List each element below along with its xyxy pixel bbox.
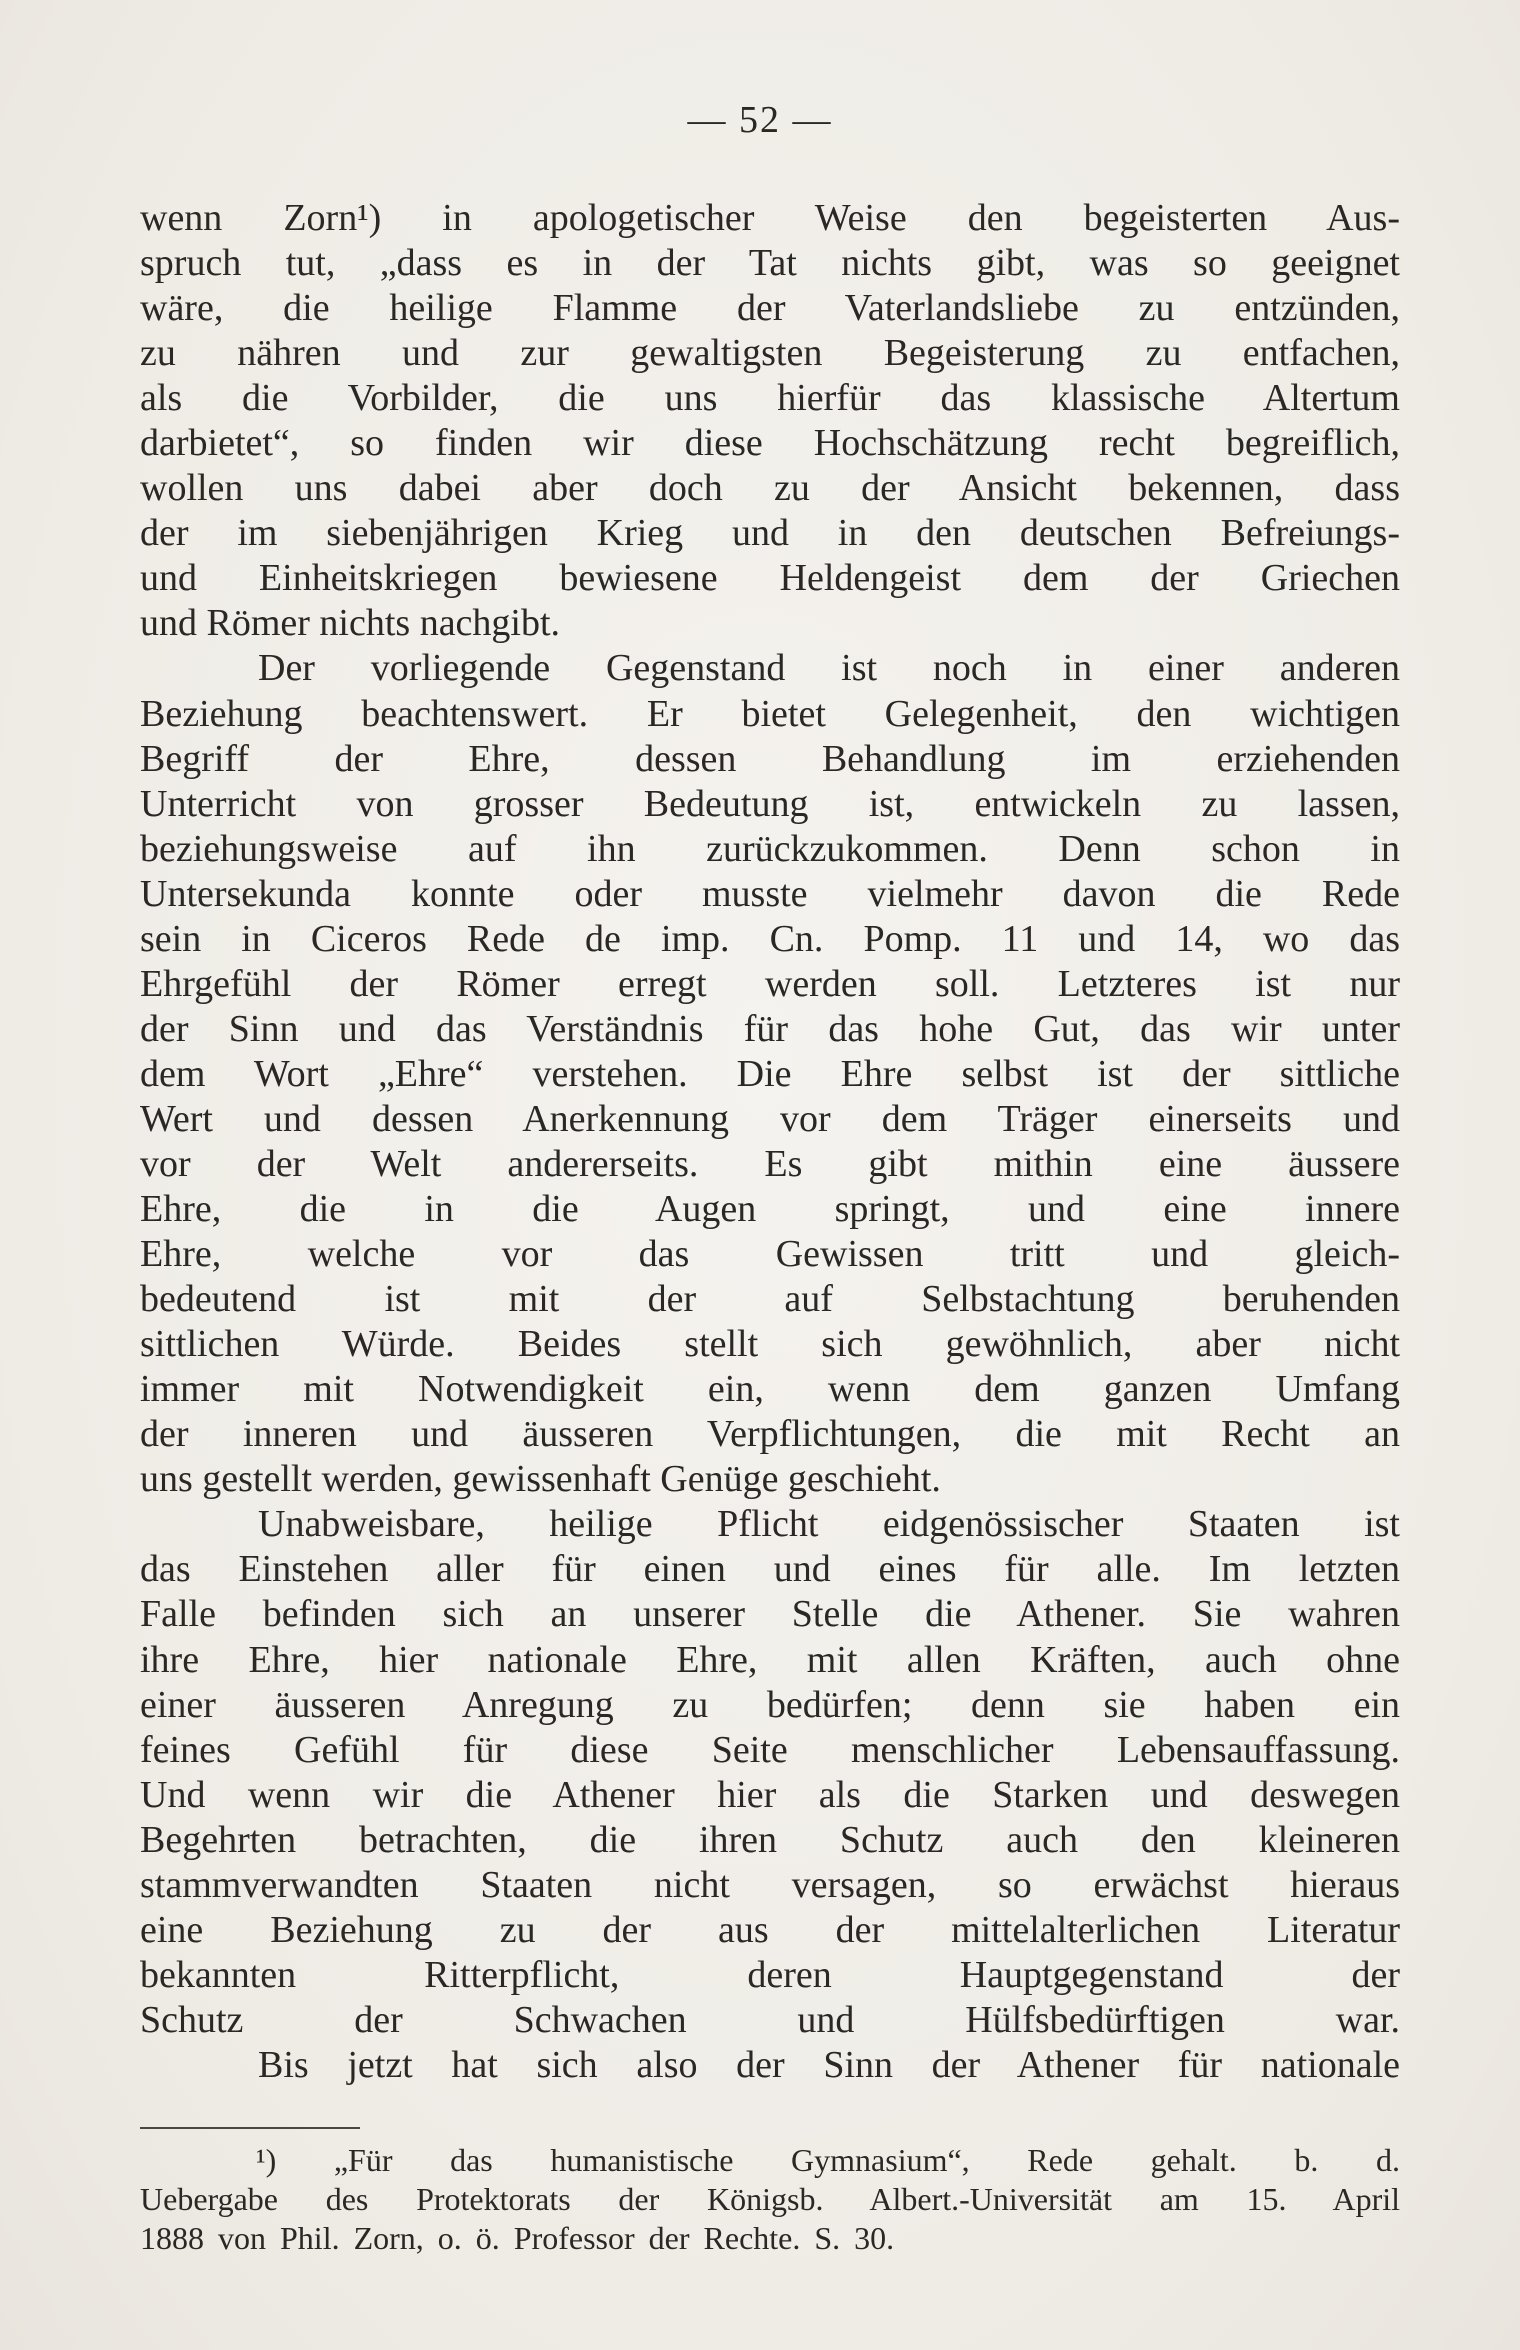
text-line: dem Wort „Ehre“ verstehen. Die Ehre selbst ist der sittliche: [140, 1052, 1400, 1095]
text-line: wäre, die heilige Flamme der Vaterlandsliebe zu entzünden,: [140, 287, 1400, 330]
text-line: Ehre, die in die Augen springt, und eine innere: [140, 1188, 1400, 1231]
text-line: der im siebenjährigen Krieg und in den deutschen Befreiungs-: [140, 512, 1400, 555]
text-line: zu nähren und zur gewaltigsten Begeisterung zu entfachen,: [140, 332, 1400, 375]
footnote: [140, 2141, 1400, 2258]
text-line: sittlichen Würde. Beides stellt sich gewöhnlich, aber nicht: [140, 1323, 1400, 1366]
text-line: einer äusseren Anregung zu bedürfen; denn sie haben ein: [140, 1683, 1400, 1726]
text-line: der inneren und äusseren Verpflichtungen, die mit Recht an: [140, 1413, 1400, 1456]
text-line: feines Gefühl für diese Seite menschlicher Lebensauffassung.: [140, 1728, 1400, 1771]
text-line: sein in Ciceros Rede de imp. Cn. Pomp. 11 und 14, wo das: [140, 917, 1400, 960]
text-line: Wert und dessen Anerkennung vor dem Träger einerseits und: [140, 1097, 1400, 1140]
text-line: Schutz der Schwachen und Hülfsbedürftigen war.: [140, 1998, 1400, 2041]
text-line: immer mit Notwendigkeit ein, wenn dem ganzen Umfang: [140, 1368, 1400, 1411]
text-line: Und wenn wir die Athener hier als die Starken und deswegen: [140, 1773, 1400, 1816]
text-line: Begehrten betrachten, die ihren Schutz auch den kleineren: [140, 1818, 1400, 1861]
text-line: wollen uns dabei aber doch zu der Ansicht bekennen, dass: [140, 467, 1400, 510]
text-line: ihre Ehre, hier nationale Ehre, mit allen Kräften, auch ohne: [140, 1638, 1400, 1681]
text-line: Begriff der Ehre, dessen Behandlung im erziehenden: [140, 737, 1400, 780]
text-line: und Einheitskriegen bewiesene Heldengeist dem der Griechen: [140, 557, 1400, 600]
text-line: wenn Zorn¹) in apologetischer Weise den begeisterten Aus-: [140, 197, 1400, 239]
text-line: bekannten Ritterpflicht, deren Hauptgegenstand der: [140, 1953, 1400, 1996]
text-line: uns gestellt werden, gewissenhaft Genüge geschieht.: [140, 1458, 941, 1501]
text-line: Falle befinden sich an unserer Stelle die Athener. Sie wahren: [140, 1593, 1400, 1636]
text-line: bedeutend ist mit der auf Selbstachtung beruhenden: [140, 1278, 1400, 1321]
text-line: der Sinn und das Verständnis für das hohe Gut, das wir unter: [140, 1007, 1400, 1050]
text-line: Unterricht von grosser Bedeutung ist, entwickeln zu lassen,: [140, 782, 1400, 825]
text-line: Ehre, welche vor das Gewissen tritt und gleich-: [140, 1233, 1400, 1276]
text-line: Untersekunda konnte oder musste vielmehr davon die Rede: [140, 872, 1400, 915]
footnote-line: ¹) „Für das humanistische Gymnasium“, Rede gehalt. b. d.: [256, 2142, 1400, 2178]
page-number: — 52 —: [687, 99, 833, 141]
text-line: als die Vorbilder, die uns hierfür das klassische Altertum: [140, 377, 1400, 420]
footnote-line: 1888 von Phil. Zorn, o. ö. Professor der Rechte. S. 30.: [140, 2220, 895, 2256]
body-text: [140, 196, 1400, 2088]
footnote-divider: [140, 2127, 360, 2129]
text-line: stammverwandten Staaten nicht versagen, so erwächst hieraus: [140, 1863, 1400, 1906]
text-line: spruch tut, „dass es in der Tat nichts gibt, was so geeignet: [140, 242, 1400, 285]
text-line: das Einstehen aller für einen und eines für alle. Im letzten: [140, 1548, 1400, 1591]
text-line: beziehungsweise auf ihn zurückzukommen. Denn schon in: [140, 827, 1400, 870]
text-line: Ehrgefühl der Römer erregt werden soll. Letzteres ist nur: [140, 962, 1400, 1005]
text-line: Unabweisbare, heilige Pflicht eidgenössischer Staaten ist: [258, 1503, 1400, 1546]
text-line: darbietet“, so finden wir diese Hochschätzung recht begreiflich,: [140, 422, 1400, 465]
text-line: eine Beziehung zu der aus der mittelalterlichen Literatur: [140, 1908, 1400, 1951]
text-line: Der vorliegende Gegenstand ist noch in einer anderen: [258, 647, 1400, 690]
text-line: und Römer nichts nachgibt.: [140, 602, 561, 645]
text-line: Beziehung beachtenswert. Er bietet Gelegenheit, den wichtigen: [140, 692, 1400, 735]
text-line: Bis jetzt hat sich also der Sinn der Athener für nationale: [258, 2043, 1400, 2086]
footnote-line: Uebergabe des Protektorats der Königsb. Albert.-Universität am 15. April: [140, 2181, 1400, 2217]
text-line: vor der Welt andererseits. Es gibt mithin eine äussere: [140, 1142, 1400, 1185]
